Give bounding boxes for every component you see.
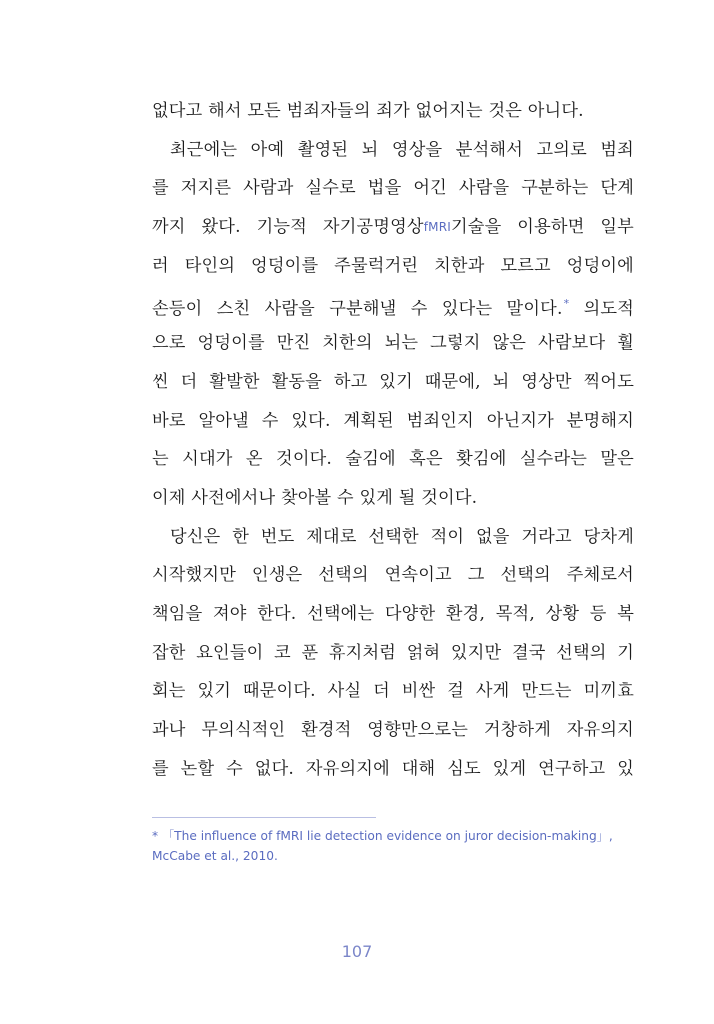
body-line: 이제 사전에서나 찾아볼 수 있게 될 것이다. — [152, 487, 478, 508]
body-line: 바로 알아낼 수 있다. 계획된 범죄인지 아닌지가 분명해지 — [152, 410, 634, 431]
body-line: 시작했지만 인생은 선택의 연속이고 그 선택의 주체로서 — [152, 565, 634, 586]
body-line — [152, 208, 634, 247]
body-line-segment: 손등이 스친 사람을 구분해낼 수 있다는 말이다. — [152, 299, 563, 320]
body-line: 를 논할 수 없다. 자유의지에 대해 심도 있게 연구하고 있 — [152, 758, 634, 779]
body-text — [152, 92, 634, 788]
footnote-citation-continued: McCabe et al., 2010. — [152, 849, 278, 863]
body-line: 당신은 한 번도 제대로 선택한 적이 없을 거라고 당차게 — [170, 526, 634, 547]
body-line: 으로 엉덩이를 만진 치한의 뇌는 그렇지 않은 사람보다 훨 — [152, 333, 634, 354]
footnote-citation: * 「The influence of fMRI lie detection evidence on juror decision-making」, — [152, 829, 613, 843]
body-line-segment: 까지 왔다. 기능적 자기공명영상 — [152, 217, 424, 238]
body-line — [152, 285, 634, 324]
body-line: 과나 무의식적인 환경적 영향만으로는 거창하게 자유의지 — [152, 720, 634, 740]
footnote-reference-mark[interactable]: * — [563, 297, 570, 311]
footnote — [152, 826, 642, 866]
body-line: 씬 더 활발한 활동을 하고 있기 때문에, 뇌 영상만 찍어도 — [152, 371, 634, 392]
page-number: 107 — [341, 942, 373, 961]
body-line-segment: 기술을 이용하면 일부 — [451, 217, 634, 238]
body-line: 책임을 져야 한다. 선택에는 다양한 환경, 목적, 상황 등 복 — [152, 603, 634, 624]
term-annotation: fMRI — [423, 220, 451, 235]
body-line: 최근에는 아예 촬영된 뇌 영상을 분석해서 고의로 범죄 — [170, 139, 634, 160]
body-line: 없다고 해서 모든 범죄자들의 죄가 없어지는 것은 아니다. — [152, 101, 584, 121]
body-line: 는 시대가 온 것이다. 술김에 혹은 홧김에 실수라는 말은 — [152, 449, 634, 470]
body-line: 잡한 요인들이 코 푼 휴지처럼 얽혀 있지만 결국 선택의 기 — [152, 642, 634, 663]
body-line: 를 저지른 사람과 실수로 법을 어긴 사람을 구분하는 단계 — [152, 178, 634, 199]
body-line: 회는 있기 때문이다. 사실 더 비싼 걸 사게 만드는 미끼효 — [152, 681, 634, 702]
footnote-divider — [152, 817, 376, 818]
body-line-segment: 의도적 — [569, 299, 635, 320]
body-line: 러 타인의 엉덩이를 주물럭거린 치한과 모르고 엉덩이에 — [152, 255, 634, 276]
